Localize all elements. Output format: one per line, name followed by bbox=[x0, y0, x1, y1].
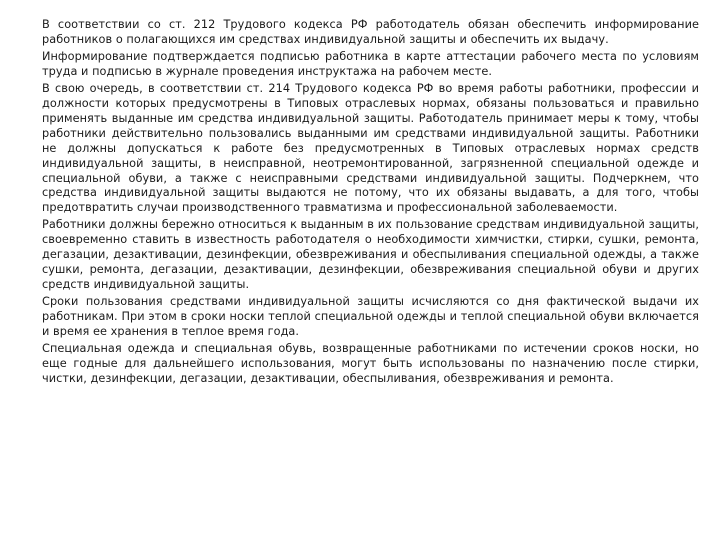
paragraph-5: Сроки пользования средствами индивидуальной защиты исчисляются со дня фактической выдачи их работникам. При этом в сроки носки теплой специальной одежды и теплой специальной обуви включается и время ее хранения в теплое время года. bbox=[42, 295, 699, 339]
paragraph-2: Информирование подтверждается подписью работника в карте аттестации рабочего места по условиям труда и подписью в журнале проведения инструктажа на рабочем месте. bbox=[42, 49, 699, 78]
paragraph-4: Работники должны бережно относиться к выданным в их пользование средствам индивидуальной защиты, своевременно ставить в известность работодателя о необходимости химчистки, стирки, сушки, ремонта, дегазации, дезактивации, дезинфекции, обезвреживания и обеспыливания специальной одежды, а также сушки, ремонта, дегазации, дезактивации, дезинфекции, обезвреживания специальной обуви и других средств индивидуальной защиты. bbox=[42, 218, 699, 292]
paragraph-3: В свою очередь, в соответствии ст. 214 Трудового кодекса РФ во время работы работники, профессии и должности которых предусмотрены в Типовых отраслевых нормах, обязаны пользоваться и правильно применять выданные им средства индивидуальной защиты. Работодатель принимает меры к тому, чтобы работники действительно пользовались выданными им средствами индивидуальной защиты. Работники не должны допускаться к работе без предусмотренных в Типовых отраслевых нормах средств индивидуальной защиты, в неисправной, неотремонтированной, загрязненной специальной одежде и специальной обуви, а также с неисправными средствами индивидуальной защиты. Подчеркнем, что средства индивидуальной защиты выдаются не потому, что их обязаны выдавать, а для того, чтобы предотвратить случаи производственного травматизма и профессиональной заболеваемости. bbox=[42, 81, 699, 215]
paragraph-1: В соответствии со ст. 212 Трудового кодекса РФ работодатель обязан обеспечить информирование работников о полагающихся им средствах индивидуальной защиты и обеспечить их выдачу. bbox=[42, 18, 699, 46]
paragraph-6: Специальная одежда и специальная обувь, возвращенные работниками по истечении сроков носки, но еще годные для дальнейшего использования, могут быть использованы по назначению после стирки, чистки, дезинфекции, дегазации, дезактивации, обеспыливания, обезвреживания и ремонта. bbox=[42, 342, 699, 385]
